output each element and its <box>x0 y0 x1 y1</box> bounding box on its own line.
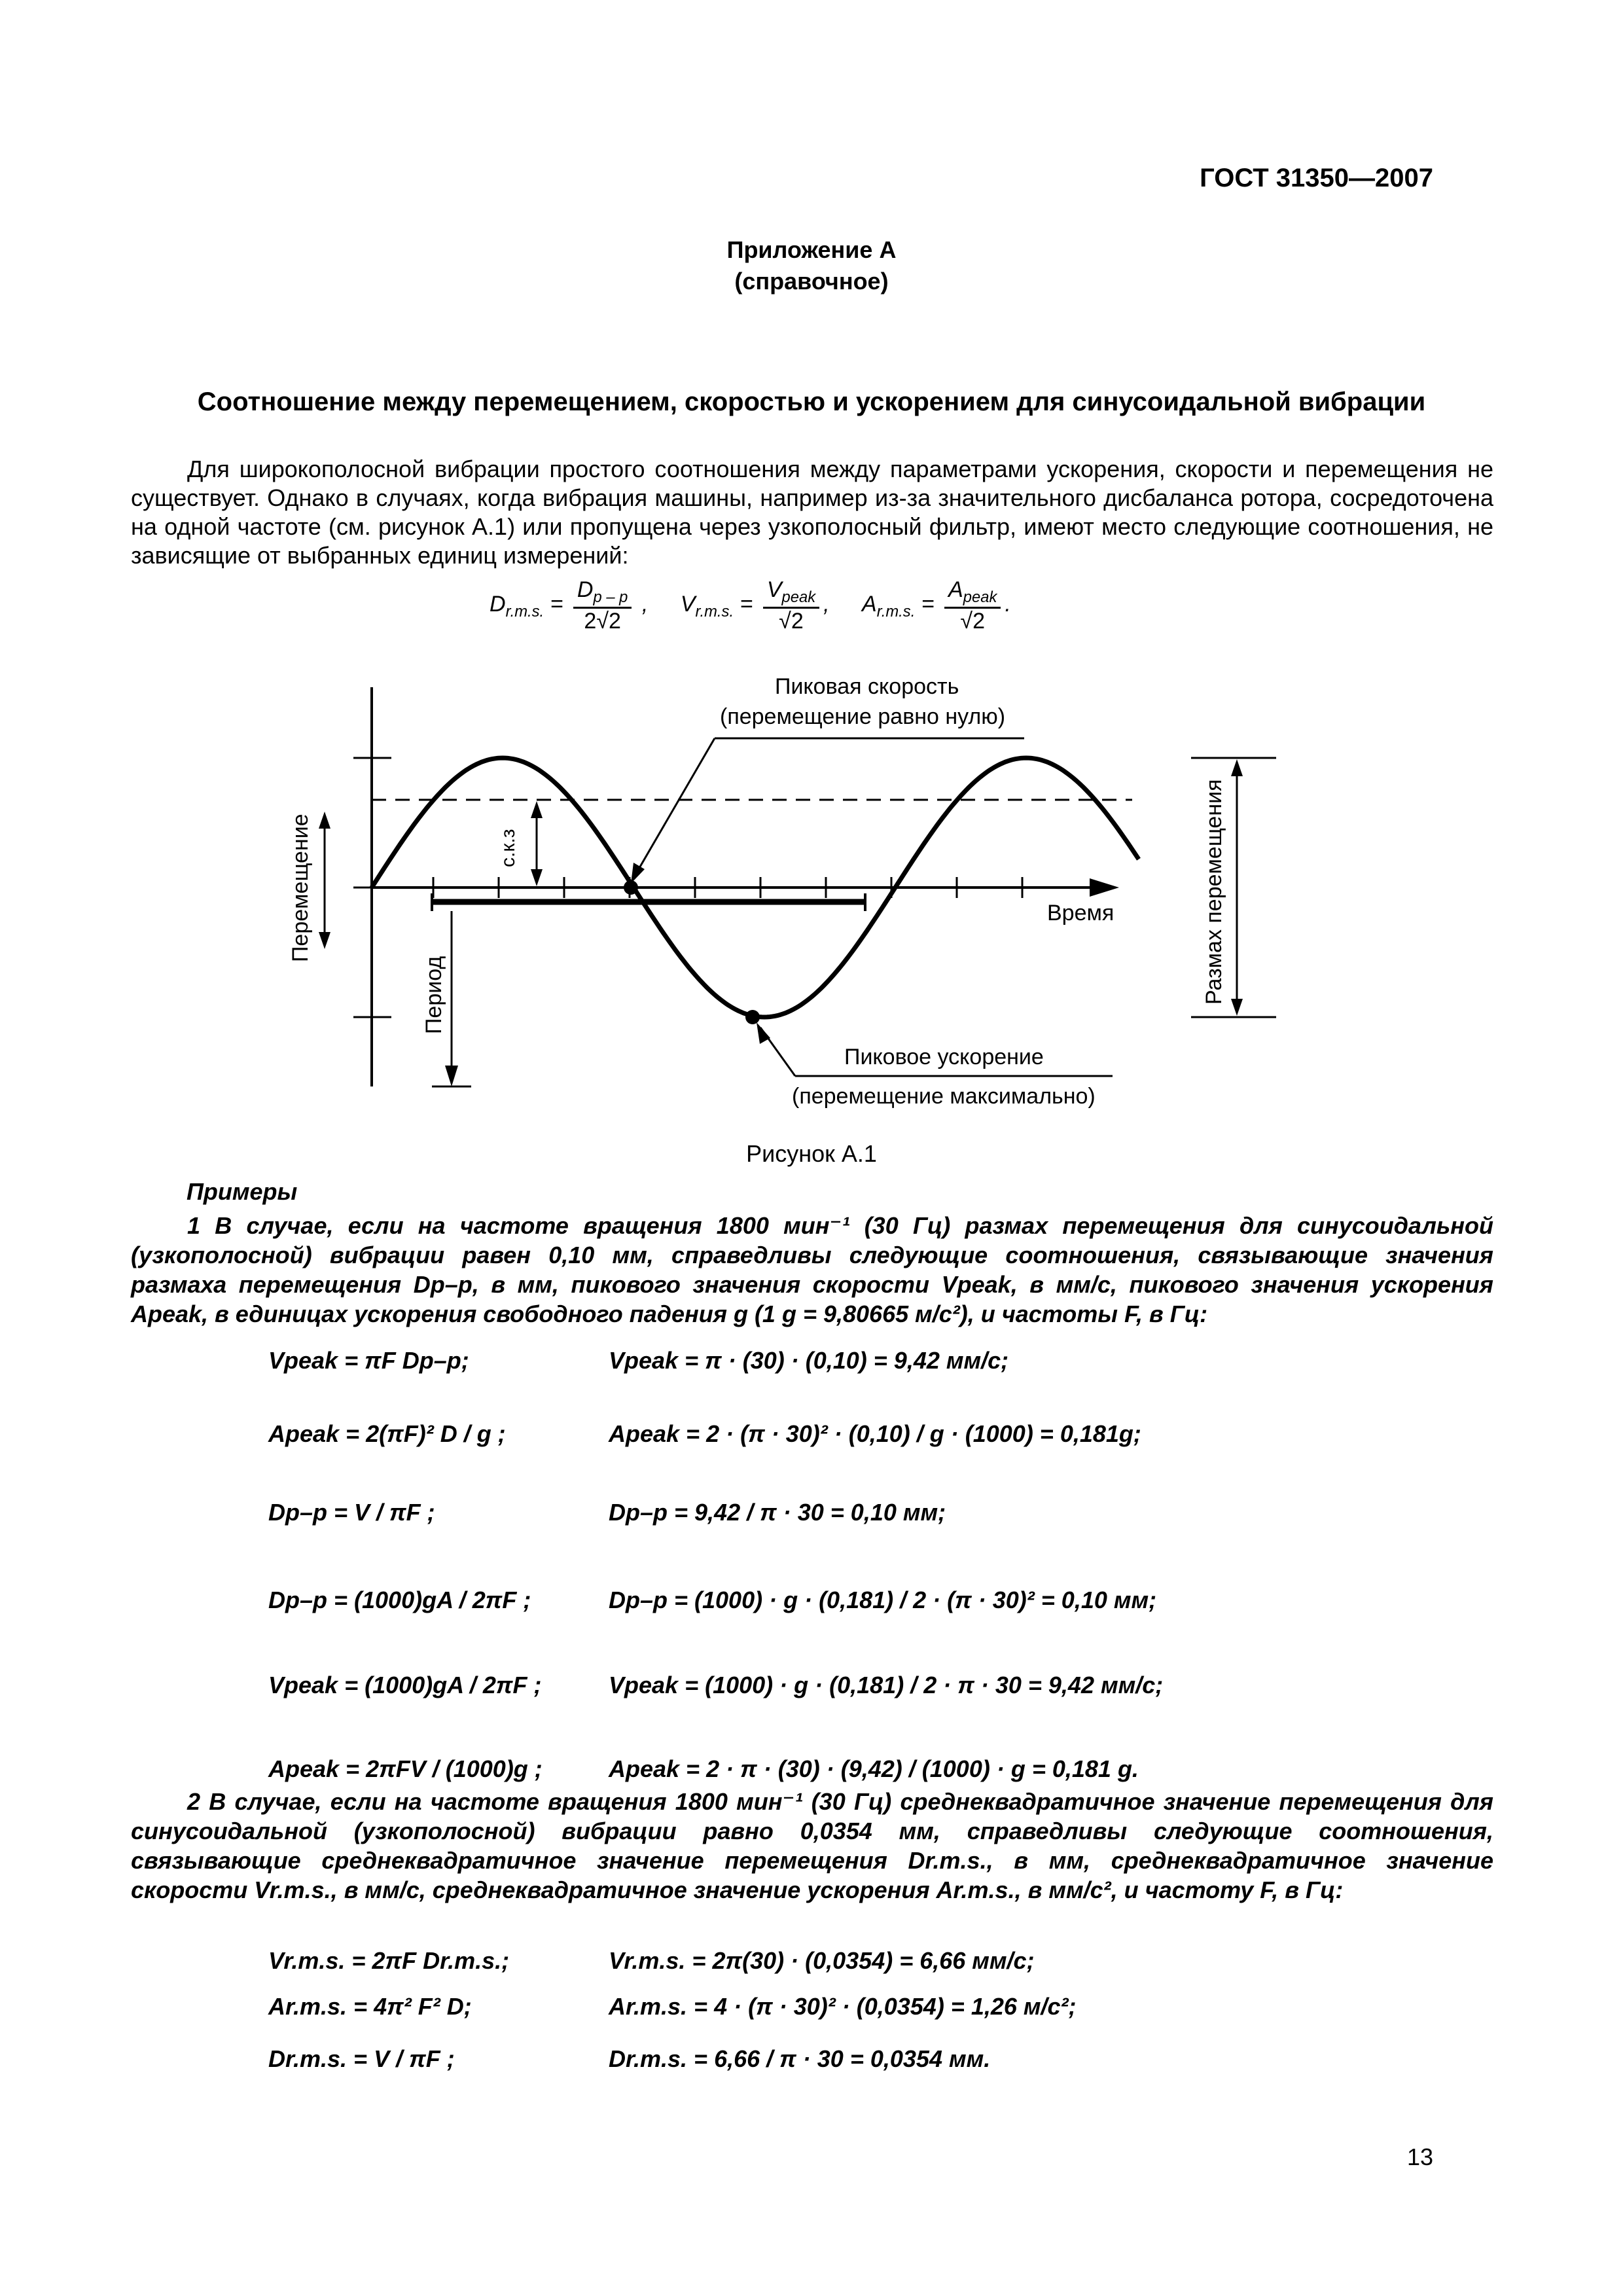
rms-arrow-up <box>531 801 543 818</box>
v-rms-symbol: V <box>680 592 696 617</box>
example-2-text: 2 В случае, если на частоте вращения 1800 мин⁻¹ (30 Гц) среднеквадратичное значение перемещения для синусоидальной (узкополосной) вибрации равно 0,0354 мм, справедливы следующие соотношения, связывающие среднеквадратичное значение перемещения Dr.m.s., в мм, среднеквадратичное значение скорости Vr.m.s., в мм/с, среднеквадратичное значение ускорения Ar.m.s., в мм/с², и частоту F, в Гц: <box>131 1788 1493 1903</box>
v-num-sub: peak <box>781 588 816 606</box>
d-num-sub: p – p <box>593 588 628 606</box>
peak-accel-note: (перемещение максимально) <box>792 1084 1096 1109</box>
ex1-formula-row <box>268 1347 1009 1374</box>
ex2-right-1: Ar.m.s. = 4 · (π · 30)² · (0,0354) = 1,26 м/с²; <box>609 1993 1077 2020</box>
ex2-right-0: Vr.m.s. = 2π(30) · (0,0354) = 6,66 мм/с; <box>609 1947 1035 1974</box>
formula-v-rms: $V_{r.m.s.}$ = $\frac{V_{peak}}{√2}$ , <box>680 577 836 634</box>
ex1-right-0: Vpeak = π · (30) · (0,10) = 9,42 мм/с; <box>609 1347 1009 1374</box>
period-label: Период <box>421 956 446 1034</box>
peak-velocity-arrow-head <box>631 863 645 884</box>
a-rms-sub: r.m.s. <box>876 603 916 621</box>
ex2-left-0: Vr.m.s. = 2πF Dr.m.s.; <box>268 1947 510 1974</box>
time-axis-arrow <box>1090 878 1119 897</box>
rms-arrow-down <box>531 869 543 886</box>
ex1-left-5: Apeak = 2πFV / (1000)g ; <box>268 1755 543 1782</box>
a-den: √2 <box>960 608 985 634</box>
peak-accel-arrow-head <box>757 1022 770 1044</box>
section-title: Соотношение между перемещением, скоростью и ускорением для синусоидальной вибрации <box>197 387 1426 416</box>
peak-velocity-leader <box>635 738 715 876</box>
displacement-arrow-up <box>319 812 330 829</box>
ex1-left-1: Apeak = 2(πF)² D / g ; <box>268 1420 506 1447</box>
a-rms-symbol: A <box>862 592 877 617</box>
ex2-formula-row <box>268 1947 1035 1975</box>
ex1-formula-row <box>268 1420 1141 1448</box>
annex-title: Приложение А <box>726 236 897 263</box>
ex1-right-3: Dp–p = (1000) · g · (0,181) / 2 · (π · 30)² = 0,10 мм; <box>609 1587 1157 1613</box>
example-2-paragraph <box>131 1787 1493 1905</box>
peak-velocity-dot <box>624 880 638 895</box>
ex1-right-2: Dp–p = 9,42 / π · 30 = 0,10 мм; <box>609 1499 946 1526</box>
ex1-left-4: Vpeak = (1000)gA / 2πF ; <box>268 1672 542 1698</box>
ex2-left-2: Dr.m.s. = V / πF ; <box>268 2045 455 2072</box>
peak-velocity-label: Пиковая скорость <box>775 674 959 699</box>
example-1-paragraph <box>131 1211 1493 1329</box>
v-rms-sub: r.m.s. <box>695 603 734 621</box>
ex1-formula-row <box>268 1755 1139 1783</box>
displacement-label: Перемещение <box>288 814 313 962</box>
page-number: 13 <box>1406 2144 1433 2170</box>
ex2-right-2: Dr.m.s. = 6,66 / π · 30 = 0,0354 мм. <box>609 2045 991 2072</box>
v-num: V <box>766 577 782 602</box>
a-num-sub: peak <box>963 588 997 606</box>
ex1-left-3: Dp–p = (1000)gA / 2πF ; <box>268 1587 531 1613</box>
range-arrow-up <box>1231 759 1243 776</box>
examples-heading: Примеры <box>187 1178 298 1205</box>
ex1-formula-row <box>268 1499 946 1526</box>
ex2-formula-row <box>268 1993 1077 2020</box>
d-rms-symbol: D <box>490 592 506 617</box>
ex1-formula-row <box>268 1587 1157 1614</box>
annex-subtitle: (справочное) <box>734 268 889 295</box>
formula-d-rms: $D_{r.m.s.}$ = $\frac{D_{p - p}}{2√2}$ , <box>490 577 654 634</box>
formula-a-rms: $A_{r.m.s.}$ = $\frac{A_{peak}}{√2}$ . <box>862 577 1011 634</box>
range-label: Размах перемещения <box>1202 779 1226 1005</box>
rms-label: с.к.з <box>497 829 519 867</box>
time-label: Время <box>1047 901 1115 925</box>
ex1-right-4: Vpeak = (1000) · g · (0,181) / 2 · π · 30 = 9,42 мм/с; <box>609 1672 1164 1698</box>
ex1-left-0: Vpeak = πF Dp–p; <box>268 1347 469 1374</box>
peak-velocity-note: (перемещение равно нулю) <box>720 704 1006 729</box>
displacement-arrow-down <box>319 932 330 949</box>
example-1-text: 1 В случае, если на частоте вращения 1800 мин⁻¹ (30 Гц) размах перемещения для синусоидальной (узкополосной) вибрации равен 0,10 мм, справедливы следующие соотношения, связывающие значения размаха перемещения Dp–p, в мм, пикового значения скорости Vpeak, в мм/с, пикового значения ускорения Apeak, в единицах ускорения свободного падения g (1 g = 9,80665 м/с²), и частоты F, в Гц: <box>131 1212 1493 1327</box>
ex1-right-1: Apeak = 2 · (π · 30)² · (0,10) / g · (1000) = 0,181g; <box>609 1420 1141 1447</box>
d-num: D <box>577 577 594 602</box>
peak-accel-dot <box>745 1010 760 1024</box>
ex2-formula-row <box>268 2045 991 2073</box>
intro-text: Для широкополосной вибрации простого соотношения между параметрами ускорения, скорости и перемещения не существует. Однако в случаях, когда вибрация машины, например из-за значительного дисбаланса ротора, сосредоточена на одной частоте (см. рисунок А.1) или пропущена через узкополосный фильтр, имеют место следующие соотношения, не зависящие от выбранных единиц измерений: <box>131 456 1493 569</box>
a-num: A <box>948 577 963 602</box>
range-arrow-down <box>1231 999 1243 1016</box>
peak-accel-label: Пиковое ускорение <box>844 1045 1044 1069</box>
ex1-left-2: Dp–p = V / πF ; <box>268 1499 435 1526</box>
period-arrow-head <box>445 1066 458 1086</box>
ex2-left-1: Ar.m.s. = 4π² F² D; <box>268 1993 472 2020</box>
figure-caption: Рисунок А.1 <box>746 1140 877 1167</box>
d-rms-sub: r.m.s. <box>505 603 544 621</box>
ex1-formula-row <box>268 1672 1164 1699</box>
document-code: ГОСТ 31350—2007 <box>1200 164 1433 192</box>
v-den: √2 <box>779 608 804 634</box>
ex1-right-5: Apeak = 2 · π · (30) · (9,42) / (1000) · g = 0,181 g. <box>609 1755 1139 1782</box>
d-den: 2√2 <box>584 608 621 634</box>
